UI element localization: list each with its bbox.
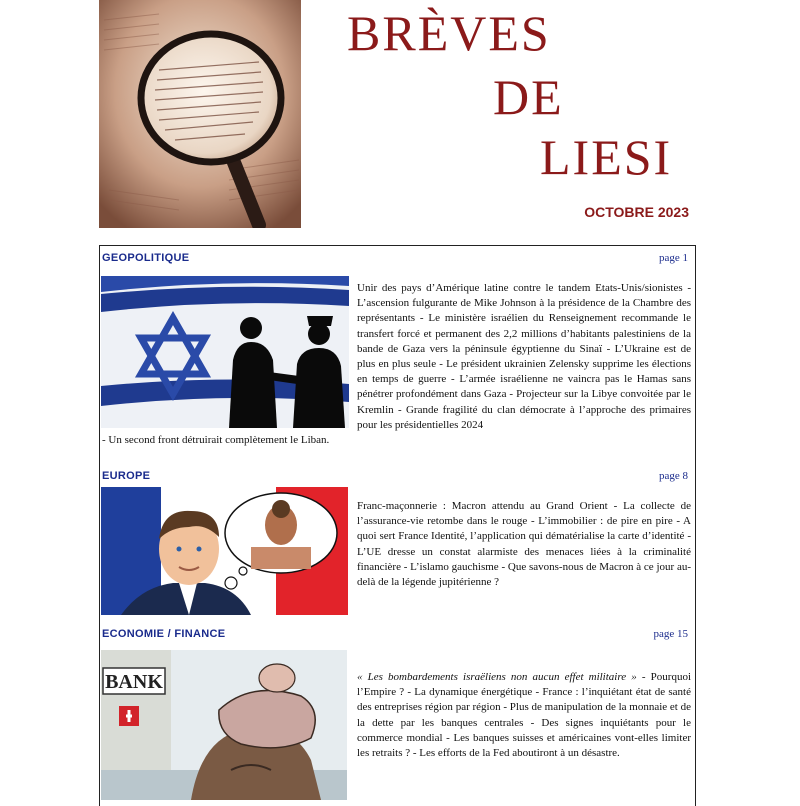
page-ref-europe: page 8 — [658, 470, 688, 482]
title-line-1: BRÈVES — [347, 5, 551, 61]
economie-summary: - Pourquoi l’Empire ? - La dynamique énergétique - France : l’inquiétant état de santé des entreprises région par région - Plus de manipulation de la monnaie et de la dette par les banques centrales - Des signes inquiétants pour le commerce mondial - Les banques suisses et américaines vont-elles limiter les retraits ? - Les efforts de la Fed aboutiront à un désastre. — [357, 671, 692, 760]
section-title-europe: EUROPE — [102, 470, 151, 482]
section-text-europe: Franc-maçonnerie : Macron attendu au Grand Orient - La collecte de l’assurance-vie retombe dans le rouge - L’immobilier : de pire en pire - A quoi sert France Identité, l’application qui dématérialise la carte d’identité - L’UE dresse un constat alarmiste des menaces liées à la criminalité financière - L’islamo gauchisme - Que savons-nous de Macron à ce jour au-delà de la légende jupitérienne ? — [357, 500, 691, 589]
title-line-2: DE — [493, 69, 564, 125]
page-ref-economie-finance: page 15 — [653, 628, 688, 640]
geopolitique-summary: Unir des pays d’Amérique latine contre le tandem Etats-Unis/sionistes - L’ascension fulgurante de Mike Johnson à la présidence de la Chambre des représentants - Le ministère israélien du Renseignement recommande le transfert forcé et permanent des 2,2 millions d’habitants palestiniens de la bande de Gaza vers la péninsule égyptienne du Sinaï - L’Ukraine est de plus en plus seule - Le président ukrainien Zelensky supprime les élections en temps de guerre - L’armée israélienne ne vaincra pas le Hamas sans pénétrer profondément dans Gaza - Projecteur sur la Libye convoitée par le Kremlin - Grande fragilité du clan démocrate à l’approche des primaires pour les présidentielles 2024 — [357, 282, 691, 431]
section-text-economie-finance — [357, 670, 691, 761]
bank-sign-text: BANK — [105, 671, 163, 693]
israel-flag-image — [101, 276, 349, 428]
magnifying-glass-image — [99, 0, 301, 228]
macron-caricature-image — [101, 487, 348, 615]
issue-date: OCTOBRE 2023 — [584, 204, 689, 220]
section-title-geopolitique: GEOPOLITIQUE — [102, 252, 190, 264]
economie-quote: « Les bombardements israëliens non aucun effet militaire » — [357, 671, 637, 683]
section-text-geopolitique — [357, 281, 691, 433]
title-line-3: LIESI — [540, 129, 673, 185]
section-text-geopolitique-tail: - Un second front détruirait complètement le Liban. — [102, 434, 330, 446]
section-title-economie-finance: ECONOMIE / FINANCE — [102, 628, 226, 640]
page-ref-geopolitique: page 1 — [658, 252, 688, 264]
bank-cartoon-image — [101, 650, 347, 800]
